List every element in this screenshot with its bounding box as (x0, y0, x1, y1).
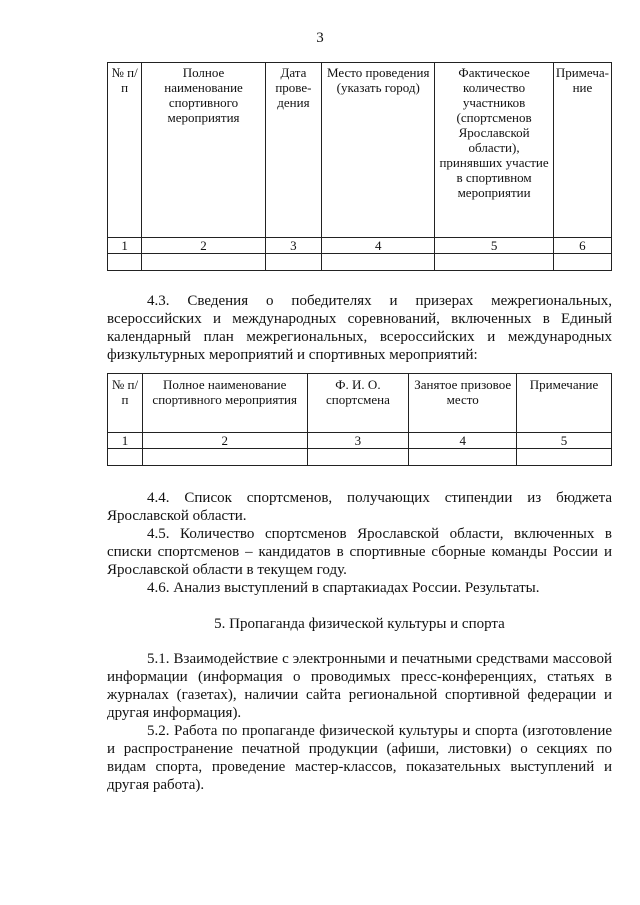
table-row (108, 254, 612, 271)
column-number-row (108, 238, 612, 254)
table-row (108, 449, 612, 466)
table-cell (409, 449, 517, 466)
table-header-row (108, 374, 612, 433)
table-cell (108, 254, 142, 271)
table-cell (307, 449, 409, 466)
table-cell (142, 254, 265, 271)
table-cell (108, 449, 143, 466)
page-number: 3 (316, 30, 324, 46)
col-header-note: Примеча-ние (553, 63, 611, 238)
col-header-place: Место проведения (указать город) (322, 63, 435, 238)
col-header-number: № п/п (108, 374, 143, 433)
paragraph-4-4: 4.4. Список спортсменов, получающих стипендии из бюджета Ярославской области. (107, 490, 612, 524)
table-cell (265, 254, 321, 271)
col-header-athlete-name: Ф. И. О. спортсмена (307, 374, 409, 433)
table-cell (435, 254, 553, 271)
column-number: 4 (322, 238, 435, 254)
table-cell (142, 449, 307, 466)
column-number: 5 (517, 433, 612, 449)
column-number: 2 (142, 238, 265, 254)
column-number-row (108, 433, 612, 449)
table-cell (322, 254, 435, 271)
sport-events-table (107, 62, 612, 271)
col-header-date: Дата прове-дения (265, 63, 321, 238)
column-number: 5 (435, 238, 553, 254)
table-header-row (108, 63, 612, 238)
paragraph-4-3: 4.3. Сведения о победителях и призерах межрегиональных, всероссийских и международных соревнований, включенных в Единый календарный план межрегиональных, всероссийских и международных физкультурных мероприятий и спортивных мероприятий: (107, 293, 612, 363)
col-header-note: Примечание (517, 374, 612, 433)
column-number: 4 (409, 433, 517, 449)
paragraph-5-2: 5.2. Работа по пропаганде физической культуры и спорта (изготовление и распространение печатной продукции (афиши, листовки) о секциях по видам спорта, проведение мастер-классов, показательных выступлений и другая работа). (107, 723, 612, 793)
table-cell (517, 449, 612, 466)
column-number: 3 (307, 433, 409, 449)
table-cell (553, 254, 611, 271)
winners-table (107, 373, 612, 466)
paragraph-4-5: 4.5. Количество спортсменов Ярославской области, включенных в списки спортсменов – кандидатов в спортивные сборные команды России и Ярославской области в текущем году. (107, 526, 612, 578)
col-header-participants: Фактическое количество участников (спортсменов Ярославской области), принявших участие в спортивном мероприятии (435, 63, 553, 238)
column-number: 1 (108, 433, 143, 449)
col-header-event-name: Полное наименование спортивного мероприятия (142, 374, 307, 433)
col-header-number: № п/п (108, 63, 142, 238)
col-header-event-name: Полное наименование спортивного мероприятия (142, 63, 265, 238)
paragraph-5-1: 5.1. Взаимодействие с электронными и печатными средствами массовой информации (информация о проводимых пресс-конференциях, статьях в журналах (газетах), наличии сайта региональной спортивной федерации и другая информация). (107, 651, 612, 721)
col-header-prize-place: Занятое призовое место (409, 374, 517, 433)
column-number: 3 (265, 238, 321, 254)
section-5-title: 5. Пропаганда физической культуры и спорта (214, 616, 505, 632)
column-number: 1 (108, 238, 142, 254)
paragraph-4-6: 4.6. Анализ выступлений в спартакиадах России. Результаты. (147, 580, 540, 596)
column-number: 6 (553, 238, 611, 254)
column-number: 2 (142, 433, 307, 449)
